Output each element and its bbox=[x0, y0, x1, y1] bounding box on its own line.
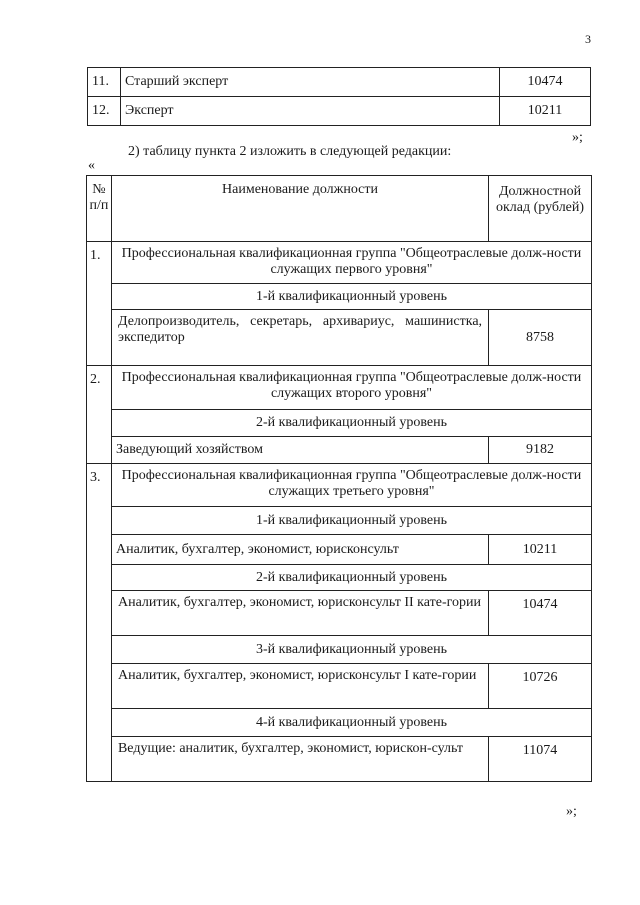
position-row bbox=[87, 437, 592, 464]
level-row bbox=[87, 565, 592, 591]
level-row bbox=[87, 507, 592, 535]
position-name: Эксперт bbox=[121, 97, 500, 126]
qualification-level: 2-й квалификационный уровень bbox=[111, 410, 591, 437]
group-title-row bbox=[87, 242, 592, 284]
position-name: Заведующий хозяйством bbox=[111, 437, 488, 464]
level-row bbox=[87, 709, 592, 737]
qualification-level: 1-й квалификационный уровень bbox=[111, 284, 591, 310]
position-name: Старший эксперт bbox=[121, 68, 500, 97]
header-number: № п/п bbox=[87, 176, 112, 242]
table-header bbox=[87, 176, 592, 242]
salary-value: 10474 bbox=[500, 68, 591, 97]
group-title-row bbox=[87, 464, 592, 507]
qualification-level: 3-й квалификационный уровень bbox=[111, 636, 591, 664]
salary-value: 10474 bbox=[489, 591, 592, 636]
amendment-instruction: 2) таблицу пункта 2 изложить в следующей редакции: bbox=[128, 144, 452, 159]
header-position-name: Наименование должности bbox=[111, 176, 488, 242]
header-salary: Должностной оклад (рублей) bbox=[489, 176, 592, 242]
group-title: Профессиональная квалификационная группа "Общеотраслевые долж-ности служащих второго уровня" bbox=[111, 366, 591, 410]
page-number: 3 bbox=[585, 32, 591, 46]
group-number: 3. bbox=[87, 464, 112, 782]
salary-value: 11074 bbox=[489, 737, 592, 782]
position-name: Делопроизводитель, секретарь, архивариус, машинистка, экспедитор bbox=[111, 310, 488, 366]
row-number: 12. bbox=[88, 97, 121, 126]
position-row bbox=[87, 591, 592, 636]
position-name: Аналитик, бухгалтер, экономист, юрисконсульт I кате-гории bbox=[111, 664, 488, 709]
position-row bbox=[87, 664, 592, 709]
salary-value: 8758 bbox=[489, 310, 592, 366]
table-row bbox=[88, 68, 591, 97]
previous-table-tail bbox=[87, 67, 591, 126]
open-quote: « bbox=[88, 158, 95, 173]
salary-value: 10211 bbox=[489, 535, 592, 565]
qualification-level: 4-й квалификационный уровень bbox=[111, 709, 591, 737]
group-title: Профессиональная квалификационная группа "Общеотраслевые долж-ности служащих третьего уровня" bbox=[111, 464, 591, 507]
close-quote: »; bbox=[572, 130, 583, 145]
level-row bbox=[87, 284, 592, 310]
salary-value: 10211 bbox=[500, 97, 591, 126]
position-name: Аналитик, бухгалтер, экономист, юрисконсульт II кате-гории bbox=[111, 591, 488, 636]
position-name: Ведущие: аналитик, бухгалтер, экономист, юрискон-сульт bbox=[111, 737, 488, 782]
group-title-row bbox=[87, 366, 592, 410]
position-name: Аналитик, бухгалтер, экономист, юрисконсульт bbox=[111, 535, 488, 565]
salary-value: 9182 bbox=[489, 437, 592, 464]
position-row bbox=[87, 535, 592, 565]
group-number: 1. bbox=[87, 242, 112, 366]
group-number: 2. bbox=[87, 366, 112, 464]
level-row bbox=[87, 410, 592, 437]
group-title: Профессиональная квалификационная группа "Общеотраслевые долж-ности служащих первого уровня" bbox=[111, 242, 591, 284]
position-row bbox=[87, 737, 592, 782]
table-row bbox=[88, 97, 591, 126]
salary-table bbox=[86, 175, 592, 782]
row-number: 11. bbox=[88, 68, 121, 97]
qualification-level: 1-й квалификационный уровень bbox=[111, 507, 591, 535]
qualification-level: 2-й квалификационный уровень bbox=[111, 565, 591, 591]
salary-value: 10726 bbox=[489, 664, 592, 709]
position-row bbox=[87, 310, 592, 366]
close-quote: »; bbox=[566, 804, 577, 819]
level-row bbox=[87, 636, 592, 664]
